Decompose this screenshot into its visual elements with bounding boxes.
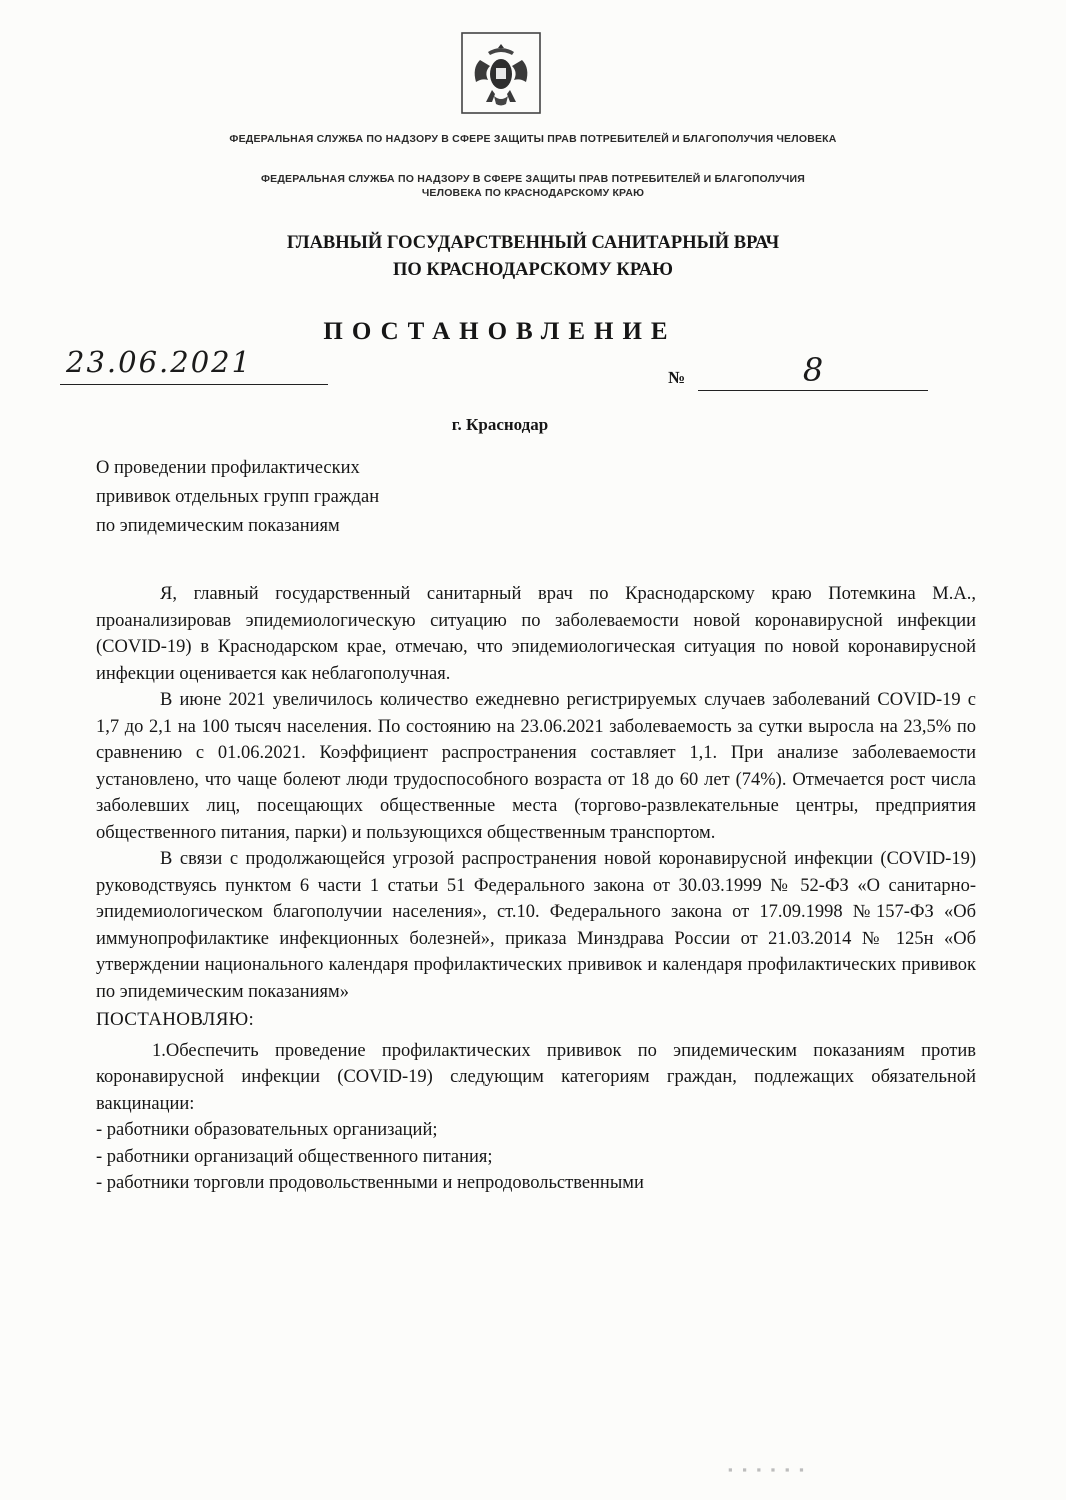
resolution-item-1: 1.Обеспечить проведение профилактических прививок по эпидемическим показаниям против коронавирусной инфекции (COVID-19) следующим категориям граждан, подлежащих обязательной вакцинации: [96, 1040, 976, 1114]
document-number: 8 [698, 352, 928, 391]
resolve-heading: ПОСТАНОВЛЯЮ: [96, 1009, 255, 1030]
scan-artifact: ▪ ▪ ▪ ▪ ▪ ▪ [728, 1462, 807, 1477]
official-title-line2: ПО КРАСНОДАРСКОМУ КРАЮ [393, 260, 673, 280]
official-title [40, 230, 1026, 284]
list-item: - работники организаций общественного питания; [96, 1146, 493, 1167]
official-title-line1: ГЛАВНЫЙ ГОСУДАРСТВЕННЫЙ САНИТАРНЫЙ ВРАЧ [286, 233, 780, 253]
document-type: ПОСТАНОВЛЕНИЕ [323, 318, 677, 345]
paragraph-legal-basis: В связи с продолжающейся угрозой распространения новой коронавирусной инфекции (COVID-19) руководствуясь пунктом 6 части 1 статьи 51 Федерального закона от 30.03.1999 № 52-ФЗ «О санитарно-эпидемиологическом благополучии населения», ст.10. Федерального закона от 17.09.1998 №157-ФЗ «Об иммунопрофилактике инфекционных болезней», приказа Минздрава России от 21.03.2014 № 125н «Об утверждении национального календаря профилактических прививок и календаря профилактических прививок по эпидемическим показаниям» [96, 849, 976, 1002]
russian-coat-of-arms-icon [458, 30, 544, 116]
list-item: - работники образовательных организаций; [96, 1120, 438, 1140]
paragraph-statistics: В июне 2021 увеличилось количество ежедневно регистрируемых случаев заболеваний COVID-19 с 1,7 до 2,1 на 100 тысяч населения. По состоянию на 23.06.2021 заболеваемость за сутки выросла на 23,5% по сравнению с 01.06.2021. Коэффициент распространения составляет 1,1. При анализе заболеваемости установлено, что чаще болеют люди трудоспособного возраста от 18 до 60 лет (74%). Отмечается рост числа заболевших лиц, посещающих общественные места (торгово-развлекательные центры, предприятия общественного питания, парки) и пользующихся общественным транспортом. [96, 690, 976, 843]
agency-federal: ФЕДЕРАЛЬНАЯ СЛУЖБА ПО НАДЗОРУ В СФЕРЕ ЗАЩИТЫ ПРАВ ПОТРЕБИТЕЛЕЙ И БЛАГОПОЛУЧИЯ ЧЕЛОВЕКА [229, 133, 837, 145]
paragraph-situation: Я, главный государственный санитарный врач по Краснодарскому краю Потемкина М.А., проанализировав эпидемиологическую ситуацию по заболеваемости новой коронавирусной инфекции (COVID-19) в Краснодарском крае, отмечаю, что эпидемиологическая ситуация по новой коронавирусной инфекции оценивается как неблагополучная. [96, 584, 976, 684]
subject-line2: прививок отдельных групп граждан [96, 487, 380, 507]
subject-line1: О проведении профилактических [96, 458, 360, 478]
agency-regional-line1: ФЕДЕРАЛЬНАЯ СЛУЖБА ПО НАДЗОРУ В СФЕРЕ ЗАЩИТЫ ПРАВ ПОТРЕБИТЕЛЕЙ И БЛАГОПОЛУЧИЯ [261, 173, 805, 185]
document-date: 23.06.2021 [60, 345, 328, 385]
agency-regional [40, 172, 1026, 200]
document-city: г. Краснодар [451, 415, 549, 434]
agency-regional-line2: ЧЕЛОВЕКА ПО КРАСНОДАРСКОМУ КРАЮ [421, 187, 645, 199]
document-body [96, 581, 976, 1197]
document-number-label: № [668, 368, 686, 387]
list-item: - работники торговли продовольственными и непродовольственными [96, 1173, 644, 1193]
subject-line3: по эпидемическим показаниям [96, 516, 340, 536]
document-subject [96, 454, 616, 541]
